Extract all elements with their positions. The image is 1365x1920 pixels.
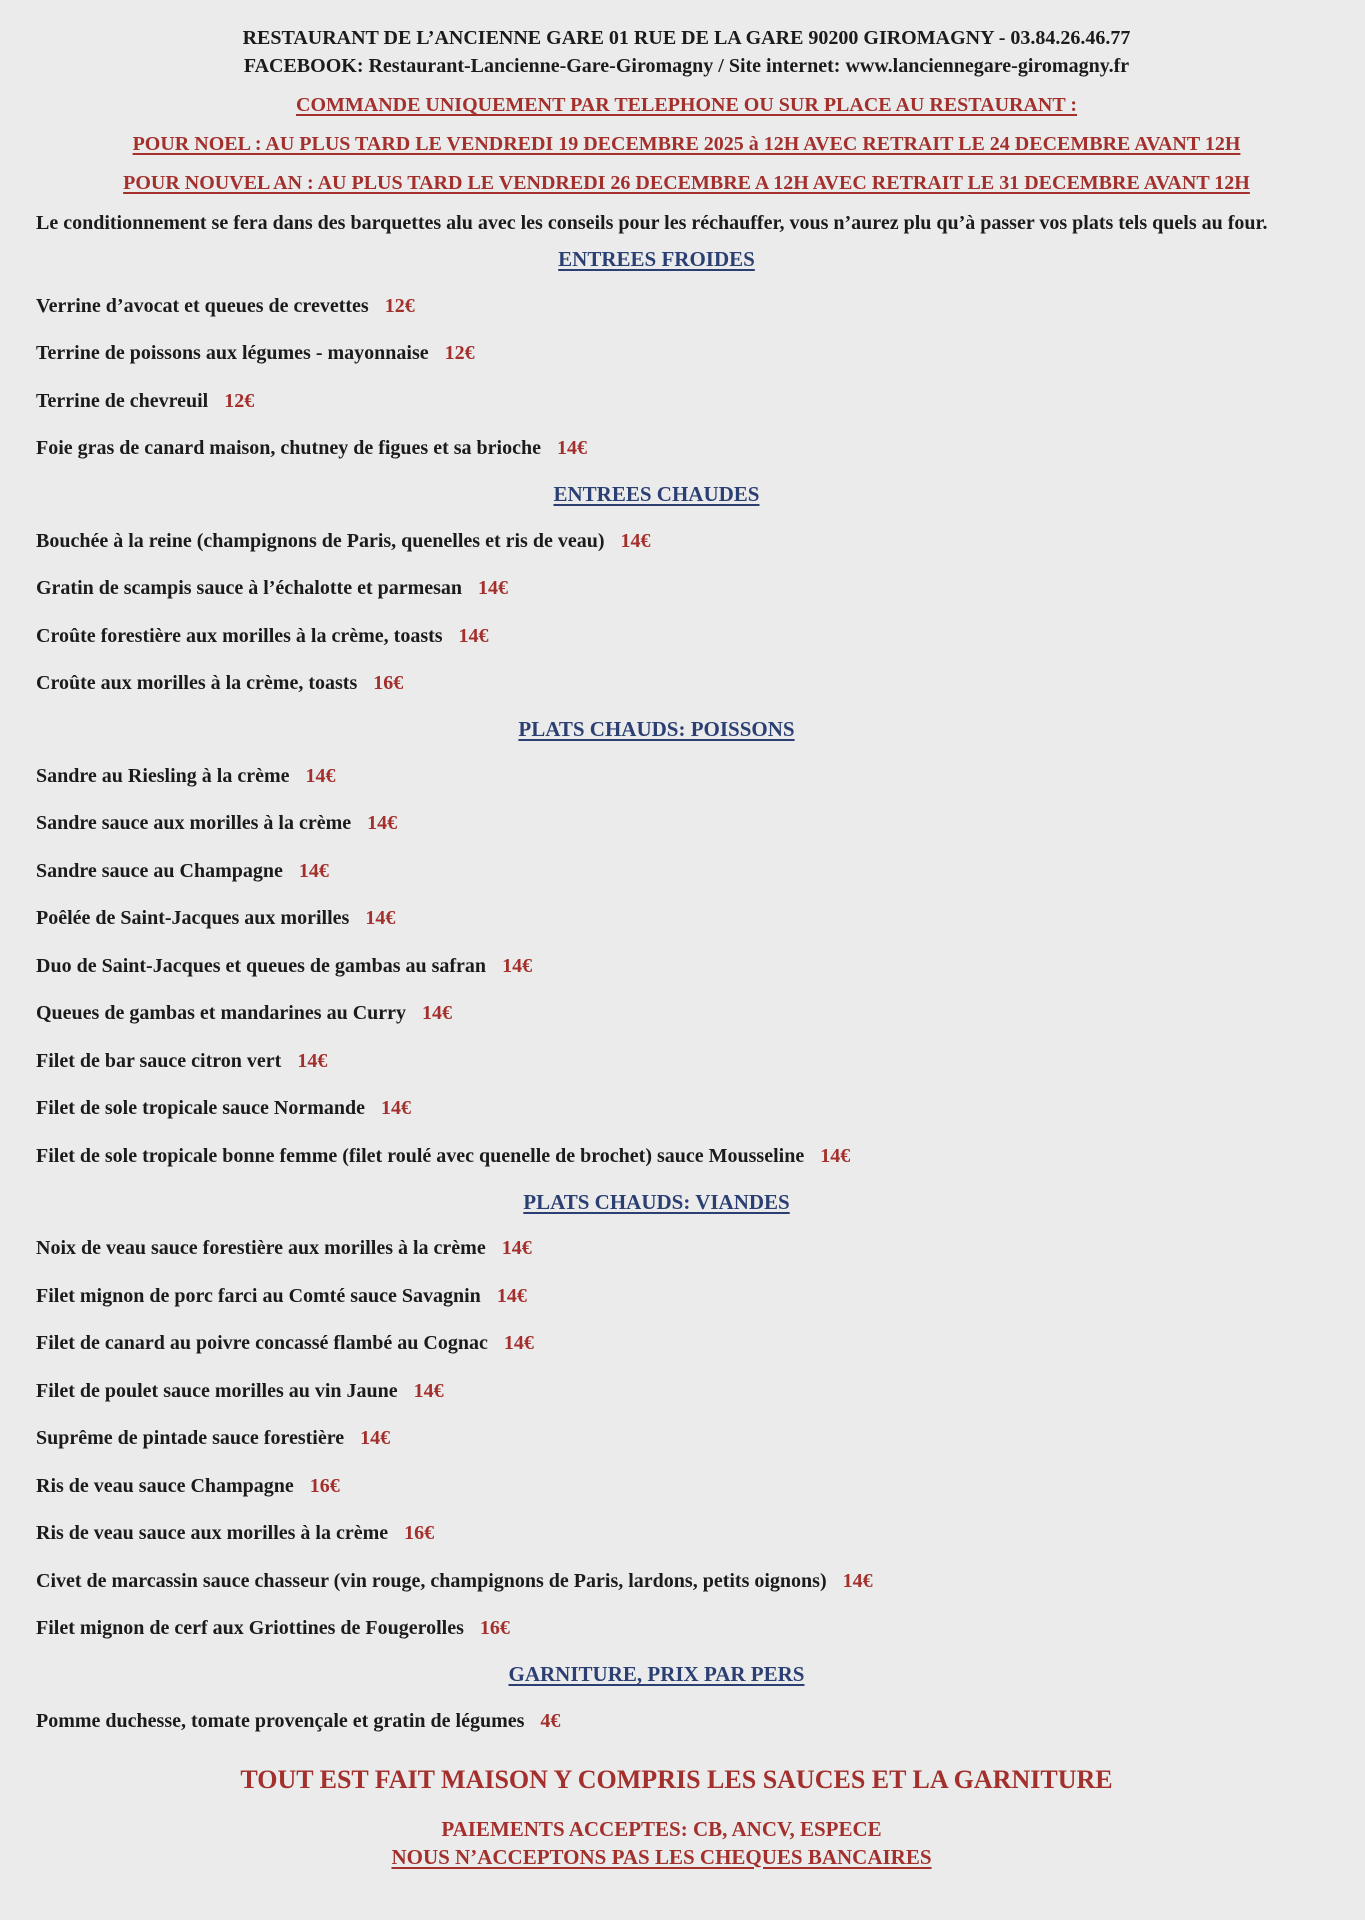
menu-item-price: 4€ [540, 1709, 561, 1732]
menu-item [36, 1037, 1337, 1085]
menu-sections [36, 247, 1337, 1745]
menu-item-price: 16€ [373, 672, 404, 695]
menu-item [36, 425, 1337, 473]
menu-item-price: 14€ [556, 437, 587, 460]
payment-info [36, 1815, 1337, 1871]
menu-item-price: 14€ [365, 907, 396, 930]
menu-item [36, 1272, 1337, 1320]
section-title: ENTREES CHAUDES [553, 482, 760, 506]
menu-item-price: 14€ [305, 764, 336, 787]
menu-item-price: 14€ [381, 1097, 412, 1120]
menu-item-price: 16€ [404, 1522, 435, 1545]
menu-item [36, 1557, 1337, 1605]
menu-item [36, 1132, 1337, 1180]
menu-item-name: Filet de poulet sauce morilles au vin Jaune [36, 1379, 398, 1402]
menu-item-name: Duo de Saint-Jacques et queues de gambas au safran [36, 954, 487, 977]
restaurant-links: FACEBOOK: Restaurant-Lancienne-Gare-Giromagny / Site internet: www.lanciennegare-giromagny.fr [243, 55, 1130, 77]
menu-item-price: 14€ [367, 812, 398, 835]
menu-item-name: Ris de veau sauce Champagne [36, 1474, 294, 1497]
menu-item-price: 14€ [502, 954, 533, 977]
menu-item-price: 14€ [478, 577, 509, 600]
menu-item-price: 14€ [422, 1002, 453, 1025]
menu-item-price: 14€ [496, 1284, 527, 1307]
menu-item-name: Sandre au Riesling à la crème [36, 764, 290, 787]
order-notices [36, 92, 1337, 196]
menu-item-price: 14€ [503, 1332, 534, 1355]
menu-item-price: 14€ [820, 1144, 851, 1167]
menu-item-name: Croûte aux morilles à la crème, toasts [36, 672, 358, 695]
menu-item [36, 377, 1337, 425]
menu-item [36, 1510, 1337, 1558]
menu-item-name: Sandre sauce au Champagne [36, 859, 283, 882]
menu-item [36, 1085, 1337, 1133]
section-title: ENTREES FROIDES [558, 247, 755, 271]
menu-item-name: Sandre sauce aux morilles à la crème [36, 812, 352, 835]
menu-item-name: Filet de bar sauce citron vert [36, 1049, 282, 1072]
packaging-intro: Le conditionnement se fera dans des barquettes alu avec les conseils pour les réchauffer, vous n’aurez plu qu’à passer vos plats tels quels au four. [36, 212, 1268, 234]
menu-item [36, 1697, 1337, 1745]
section-title: PLATS CHAUDS: POISSONS [518, 717, 795, 741]
menu-item-name: Filet mignon de cerf aux Griottines de Fougerolles [36, 1617, 464, 1640]
menu-item-price: 14€ [297, 1049, 328, 1072]
menu-item-name: Bouchée à la reine (champignons de Paris, quenelles et ris de veau) [36, 529, 605, 552]
restaurant-address: RESTAURANT DE L’ANCIENNE GARE 01 RUE DE LA GARE 90200 GIROMAGNY - 03.84.26.46.77 [242, 27, 1131, 49]
menu-item [36, 942, 1337, 990]
menu-item-name: Filet mignon de porc farci au Comté sauce Savagnin [36, 1284, 481, 1307]
restaurant-header [36, 24, 1337, 80]
menu-item-price: 14€ [360, 1427, 391, 1450]
menu-item-price: 14€ [298, 859, 329, 882]
menu-item-price: 16€ [479, 1617, 510, 1640]
menu-item [36, 517, 1337, 565]
section-title: GARNITURE, PRIX PAR PERS [508, 1662, 805, 1686]
menu-item-price: 12€ [444, 342, 475, 365]
menu-item [36, 660, 1337, 708]
menu-item-name: Croûte forestière aux morilles à la crème, toasts [36, 624, 443, 647]
menu-item [36, 847, 1337, 895]
menu-item-price: 14€ [413, 1379, 444, 1402]
menu-item-name: Verrine d’avocat et queues de crevettes [36, 294, 369, 317]
menu-item [36, 752, 1337, 800]
menu-item [36, 612, 1337, 660]
order-method-notice: COMMANDE UNIQUEMENT PAR TELEPHONE OU SUR PLACE AU RESTAURANT : [296, 94, 1077, 116]
menu-item-name: Foie gras de canard maison, chutney de figues et sa brioche [36, 437, 541, 460]
menu-item-name: Filet de sole tropicale sauce Normande [36, 1097, 366, 1120]
noel-deadline-notice: POUR NOEL : AU PLUS TARD LE VENDREDI 19 DECEMBRE 2025 à 12H AVEC RETRAIT LE 24 DECEMBRE AVANT 12H [132, 133, 1241, 155]
menu-item-price: 14€ [620, 529, 651, 552]
payments-accepted: PAIEMENTS ACCEPTES: CB, ANCV, ESPECE [441, 1816, 882, 1841]
menu-item-name: Terrine de chevreuil [36, 389, 209, 412]
no-cheques-notice: NOUS N’ACCEPTONS PAS LES CHEQUES BANCAIRES [391, 1844, 932, 1869]
menu-item [36, 1225, 1337, 1273]
menu-item-name: Poêlée de Saint-Jacques aux morilles [36, 907, 350, 930]
menu-item-price: 12€ [384, 294, 415, 317]
menu-item-name: Suprême de pintade sauce forestière [36, 1427, 345, 1450]
menu-item [36, 1415, 1337, 1463]
homemade-statement: TOUT EST FAIT MAISON Y COMPRIS LES SAUCES ET LA GARNITURE [240, 1764, 1113, 1794]
menu-item-name: Civet de marcassin sauce chasseur (vin rouge, champignons de Paris, lardons, petits oignons) [36, 1569, 827, 1592]
menu-item-name: Filet de canard au poivre concassé flambé au Cognac [36, 1332, 488, 1355]
menu-item-price: 14€ [842, 1569, 873, 1592]
menu-item-name: Gratin de scampis sauce à l’échalotte et parmesan [36, 577, 463, 600]
menu-item-name: Terrine de poissons aux légumes - mayonnaise [36, 342, 429, 365]
menu-item [36, 800, 1337, 848]
menu-item-price: 12€ [224, 389, 255, 412]
menu-item [36, 330, 1337, 378]
menu-item-name: Noix de veau sauce forestière aux morilles à la crème [36, 1237, 486, 1260]
menu-item [36, 1320, 1337, 1368]
menu-item-name: Ris de veau sauce aux morilles à la crème [36, 1522, 389, 1545]
menu-item-price: 14€ [501, 1237, 532, 1260]
menu-item [36, 1462, 1337, 1510]
nouvel-an-deadline-notice: POUR NOUVEL AN : AU PLUS TARD LE VENDREDI 26 DECEMBRE A 12H AVEC RETRAIT LE 31 DECEMBRE AVANT 12H [123, 172, 1250, 194]
menu-item-name: Pomme duchesse, tomate provençale et gratin de légumes [36, 1709, 525, 1732]
menu-item [36, 1367, 1337, 1415]
menu-item [36, 895, 1337, 943]
menu-item-price: 14€ [458, 624, 489, 647]
menu-item [36, 282, 1337, 330]
menu-item [36, 990, 1337, 1038]
menu-item-name: Filet de sole tropicale bonne femme (filet roulé avec quenelle de brochet) sauce Mousseline [36, 1144, 805, 1167]
menu-item-price: 16€ [309, 1474, 340, 1497]
menu-item [36, 565, 1337, 613]
menu-item [36, 1605, 1337, 1653]
menu-item-name: Queues de gambas et mandarines au Curry [36, 1002, 407, 1025]
section-title: PLATS CHAUDS: VIANDES [523, 1189, 790, 1214]
